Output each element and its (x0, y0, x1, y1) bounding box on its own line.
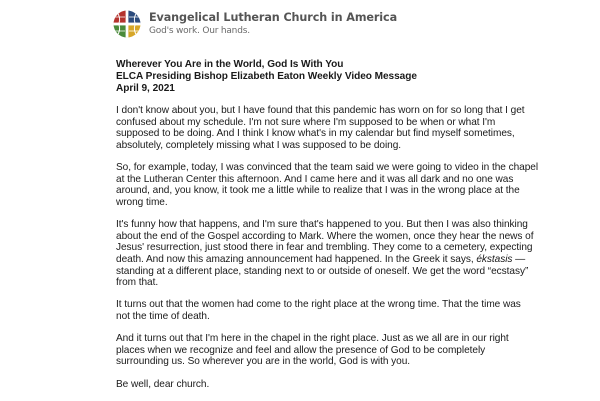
text-line: about the end of the Gospel according to Mark. Where the women, once they hear the news of (116, 230, 534, 242)
document-heading (116, 59, 536, 95)
org-tagline: God's work. Our hands. (149, 25, 250, 36)
document-date: April 9, 2021 (116, 83, 175, 94)
text-line: absolutely, completely missing what I was supposed to be doing. (116, 139, 402, 151)
text-line: It's funny how that happens, and I'm sure that's happened to you. But then I was also thinking (116, 219, 528, 231)
greek-term: ékstasis (476, 253, 513, 265)
elca-cross-globe-icon (113, 10, 141, 38)
text-line: not the time of death. (116, 310, 210, 322)
paragraph-5 (116, 333, 536, 368)
text-line: surrounding us. So wherever you are in the world, God is with you. (116, 356, 411, 368)
letterhead (113, 8, 397, 40)
org-name: Evangelical Lutheran Church in America (149, 11, 398, 25)
text-line: I don't know about you, but I have found that this pandemic has worn on for so long that I get (116, 105, 525, 116)
text-line: So, for example, today, I was convinced that the team said we were going to video in the chapel (116, 162, 539, 174)
text-line-with-italic (116, 254, 536, 266)
document-subtitle: ELCA Presiding Bishop Elizabeth Eaton Weekly Video Message (116, 71, 417, 82)
text-line: around, and, you know, it took me a little while to realize that I was in the wrong place at the (116, 185, 520, 197)
closing (116, 379, 536, 391)
text-segment: death. And now this amazing announcement had happened. In the Greek it says, (116, 253, 477, 265)
paragraph-3 (116, 219, 536, 289)
text-line: at the Lutheran Center this afternoon. And I came here and it was all dark and no one was (116, 173, 514, 185)
text-segment: — (512, 253, 526, 265)
org-branding (149, 12, 397, 35)
text-line: Be well, dear church. (116, 378, 210, 390)
paragraph-1 (116, 105, 536, 151)
text-line: wrong time. (116, 196, 168, 208)
document-body (116, 59, 539, 401)
text-line: places when we recognize and feel and allow the presence of God to be completely (116, 344, 486, 356)
document-title: Wherever You Are in the World, God Is With You (116, 59, 344, 70)
text-line: supposed to be doing. And I think I know what's in my calendar but find myself sometimes, (116, 128, 515, 140)
paragraph-2 (116, 162, 539, 208)
text-line: And it turns out that I'm here in the chapel in the right place. Just as we all are in our right (116, 333, 509, 345)
text-line: Jesus' resurrection, just stood there in fear and trembling. They come to a cemetery, expecting (116, 242, 533, 254)
text-line: from that. (116, 277, 159, 289)
text-line: confused about my schedule. I'm not sure where I'm supposed to be when or what I'm (116, 116, 496, 128)
paragraph-4 (116, 299, 536, 322)
text-line: It turns out that the women had come to the right place at the wrong time. That the time was (116, 299, 521, 311)
text-line: standing at a different place, standing next to or outside of oneself. We get the word “ecstasy” (116, 265, 529, 277)
